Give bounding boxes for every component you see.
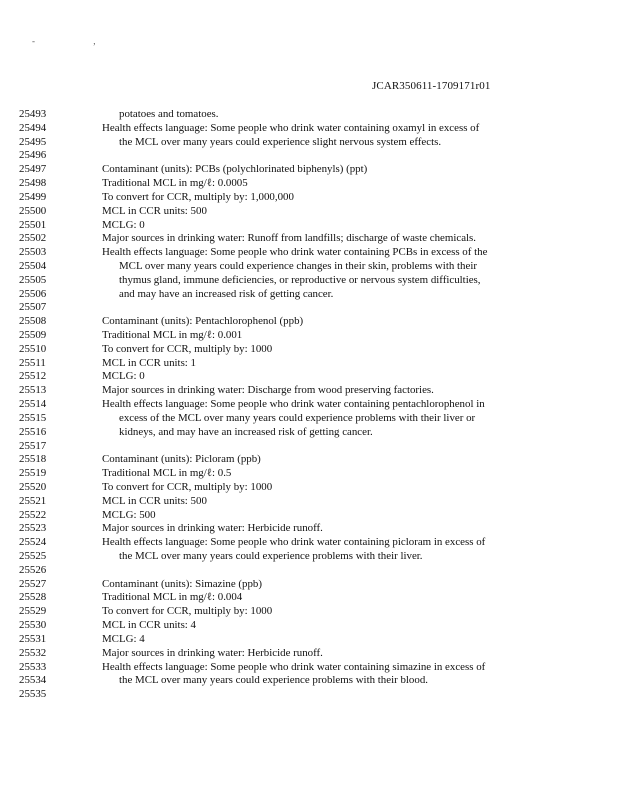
line-number: 25533 bbox=[19, 660, 47, 673]
line-number: 25507 bbox=[19, 301, 47, 314]
document-line bbox=[0, 674, 618, 688]
line-number: 25511 bbox=[19, 356, 46, 369]
line-text: thymus gland, immune deficiencies, or reproductive or nervous system difficulties, bbox=[119, 273, 481, 286]
line-text: Contaminant (units): PCBs (polychlorinated biphenyls) (ppt) bbox=[102, 163, 368, 176]
line-number: 25520 bbox=[19, 480, 47, 493]
line-number: 25529 bbox=[19, 605, 47, 618]
document-line bbox=[0, 550, 618, 564]
line-text: Health effects language: Some people who drink water containing picloram in excess of bbox=[102, 536, 486, 549]
scan-specks: - , bbox=[32, 36, 124, 46]
line-text: Traditional MCL in mg/ℓ: 0.004 bbox=[102, 591, 243, 604]
document-line bbox=[0, 177, 618, 191]
line-text: and may have an increased risk of getting cancer. bbox=[119, 287, 334, 300]
document-line bbox=[0, 149, 618, 163]
document-line bbox=[0, 136, 618, 150]
line-text: MCL in CCR units: 4 bbox=[102, 619, 197, 632]
line-number: 25527 bbox=[19, 577, 47, 590]
line-text: Traditional MCL in mg/ℓ: 0.5 bbox=[102, 467, 232, 480]
line-number: 25521 bbox=[19, 494, 47, 507]
line-text: potatoes and tomatoes. bbox=[119, 108, 219, 120]
document-line bbox=[0, 315, 618, 329]
line-text: MCLG: 0 bbox=[102, 370, 145, 383]
line-number: 25503 bbox=[19, 246, 47, 259]
line-number: 25498 bbox=[19, 177, 47, 190]
document-line bbox=[0, 426, 618, 440]
line-text: MCL in CCR units: 500 bbox=[102, 494, 207, 507]
document-id-header: JCAR350611-1709171r01 bbox=[372, 80, 491, 92]
document-line bbox=[0, 412, 618, 426]
document-line bbox=[0, 163, 618, 177]
line-number: 25526 bbox=[19, 563, 47, 576]
line-text: Major sources in drinking water: Herbicide runoff. bbox=[102, 646, 323, 659]
line-number: 25516 bbox=[19, 425, 47, 438]
line-text: Contaminant (units): Pentachlorophenol (ppb) bbox=[102, 315, 304, 328]
line-text: Health effects language: Some people who drink water containing oxamyl in excess of bbox=[102, 121, 480, 134]
line-text: MCLG: 4 bbox=[102, 632, 145, 645]
document-line bbox=[0, 453, 618, 467]
line-text: the MCL over many years could experience problems with their blood. bbox=[119, 674, 428, 687]
document-line bbox=[0, 509, 618, 523]
document-line bbox=[0, 246, 618, 260]
document-line bbox=[0, 288, 618, 302]
line-number: 25535 bbox=[19, 688, 47, 701]
document-line bbox=[0, 274, 618, 288]
document-line bbox=[0, 619, 618, 633]
line-text: the MCL over many years could experience slight nervous system effects. bbox=[119, 135, 442, 148]
document-line bbox=[0, 108, 618, 122]
line-number: 25494 bbox=[19, 121, 47, 134]
line-text: Major sources in drinking water: Herbicide runoff. bbox=[102, 522, 323, 535]
line-number: 25528 bbox=[19, 591, 47, 604]
line-text: Major sources in drinking water: Runoff from landfills; discharge of waste chemicals. bbox=[102, 232, 477, 245]
document-line bbox=[0, 578, 618, 592]
document-line bbox=[0, 467, 618, 481]
document-line bbox=[0, 219, 618, 233]
document-line bbox=[0, 260, 618, 274]
line-text: To convert for CCR, multiply by: 1000 bbox=[102, 605, 273, 618]
document-line bbox=[0, 343, 618, 357]
document-line bbox=[0, 522, 618, 536]
line-number: 25499 bbox=[19, 190, 47, 203]
line-number: 25530 bbox=[19, 619, 47, 632]
document-line bbox=[0, 440, 618, 454]
line-text: To convert for CCR, multiply by: 1000 bbox=[102, 480, 273, 493]
numbered-lines bbox=[0, 108, 618, 702]
line-text: Traditional MCL in mg/ℓ: 0.001 bbox=[102, 329, 243, 341]
line-number: 25509 bbox=[19, 329, 47, 341]
line-text: MCLG: 0 bbox=[102, 218, 145, 231]
line-number: 25519 bbox=[19, 467, 47, 480]
line-number: 25514 bbox=[19, 398, 47, 411]
line-text: Major sources in drinking water: Discharge from wood preserving factories. bbox=[102, 384, 434, 397]
document-line bbox=[0, 370, 618, 384]
document-line bbox=[0, 191, 618, 205]
line-text: MCL over many years could experience changes in their skin, problems with their bbox=[119, 259, 477, 272]
line-number: 25512 bbox=[19, 370, 47, 383]
line-text: MCL in CCR units: 1 bbox=[102, 356, 197, 369]
line-number: 25515 bbox=[19, 411, 47, 424]
document-line bbox=[0, 357, 618, 371]
line-text: MCL in CCR units: 500 bbox=[102, 204, 207, 217]
line-number: 25524 bbox=[19, 536, 47, 549]
line-number: 25495 bbox=[19, 135, 47, 148]
line-number: 25508 bbox=[19, 315, 47, 328]
line-number: 25518 bbox=[19, 453, 47, 466]
document-line bbox=[0, 232, 618, 246]
line-text: Contaminant (units): Picloram (ppb) bbox=[102, 453, 261, 466]
line-number: 25506 bbox=[19, 287, 47, 300]
document-line bbox=[0, 384, 618, 398]
line-number: 25522 bbox=[19, 508, 47, 521]
document-line bbox=[0, 605, 618, 619]
document-line bbox=[0, 688, 618, 702]
line-text: Health effects language: Some people who drink water containing pentachlorophenol in bbox=[102, 398, 485, 411]
document-line bbox=[0, 481, 618, 495]
document-line bbox=[0, 205, 618, 219]
document-line bbox=[0, 495, 618, 509]
line-number: 25523 bbox=[19, 522, 47, 535]
line-number: 25531 bbox=[19, 632, 47, 645]
line-number: 25513 bbox=[19, 384, 47, 397]
document-line bbox=[0, 591, 618, 605]
line-number: 25525 bbox=[19, 550, 47, 562]
line-number: 25500 bbox=[19, 204, 47, 217]
document-line bbox=[0, 661, 618, 675]
document-line bbox=[0, 633, 618, 647]
line-text: To convert for CCR, multiply by: 1,000,000 bbox=[102, 190, 294, 203]
line-text: MCLG: 500 bbox=[102, 508, 156, 521]
line-number: 25501 bbox=[19, 218, 47, 231]
line-text: kidneys, and may have an increased risk of getting cancer. bbox=[119, 425, 373, 438]
document-line bbox=[0, 564, 618, 578]
line-text: Traditional MCL in mg/ℓ: 0.0005 bbox=[102, 177, 248, 190]
line-number: 25532 bbox=[19, 646, 47, 659]
line-number: 25502 bbox=[19, 232, 47, 245]
line-text: Contaminant (units): Simazine (ppb) bbox=[102, 577, 263, 590]
document-line bbox=[0, 122, 618, 136]
line-number: 25534 bbox=[19, 674, 47, 687]
document-line bbox=[0, 647, 618, 661]
line-text: excess of the MCL over many years could experience problems with their liver or bbox=[119, 411, 476, 424]
line-number: 25510 bbox=[19, 342, 47, 355]
line-number: 25505 bbox=[19, 273, 47, 286]
document-line bbox=[0, 536, 618, 550]
document-line bbox=[0, 301, 618, 315]
document-line bbox=[0, 329, 618, 343]
line-text: Health effects language: Some people who drink water containing PCBs in excess of the bbox=[102, 246, 488, 259]
document-line bbox=[0, 398, 618, 412]
line-number: 25504 bbox=[19, 259, 47, 272]
line-number: 25517 bbox=[19, 439, 47, 452]
line-number: 25496 bbox=[19, 149, 47, 162]
line-text: To convert for CCR, multiply by: 1000 bbox=[102, 342, 273, 355]
line-text: Health effects language: Some people who drink water containing simazine in excess of bbox=[102, 660, 486, 673]
line-number: 25497 bbox=[19, 163, 47, 176]
line-text: the MCL over many years could experience problems with their liver. bbox=[119, 550, 423, 562]
line-number: 25493 bbox=[19, 108, 47, 120]
